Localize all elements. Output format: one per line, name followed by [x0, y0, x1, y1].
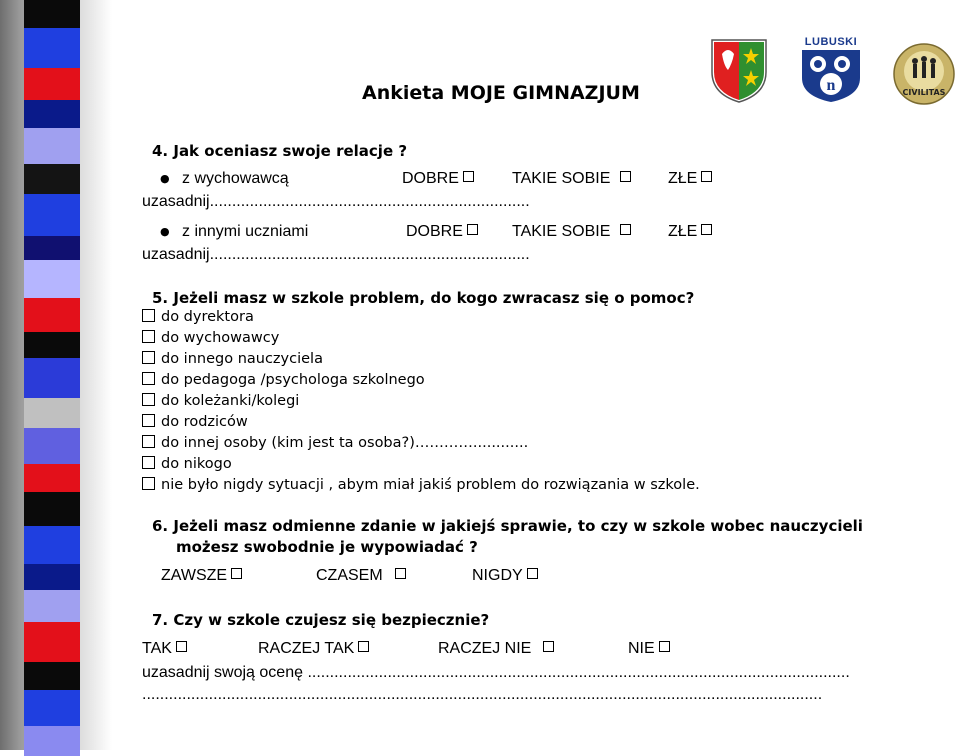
q5-option[interactable] — [142, 309, 254, 325]
band-stripe — [24, 28, 80, 68]
band-stripe — [24, 492, 80, 526]
band-stripe — [24, 622, 80, 662]
q4-row2-label: z innymi uczniami — [182, 223, 309, 240]
option-label: ZŁE — [668, 223, 698, 240]
option-label: do dyrektora — [161, 309, 254, 325]
q7-heading: 7. Czy w szkole czujesz się bezpiecznie? — [152, 611, 490, 629]
band-stripe — [24, 398, 80, 428]
q7-option-raczej-tak[interactable] — [258, 640, 369, 658]
checkbox[interactable] — [142, 372, 155, 385]
bullet-icon: ● — [160, 225, 170, 238]
checkbox[interactable] — [527, 568, 538, 579]
checkbox[interactable] — [620, 171, 631, 182]
q6-heading-line1: 6. Jeżeli masz odmienne zdanie w jakiejś sprawie, to czy w szkole wobec nauczycieli — [152, 517, 863, 535]
svg-text:n: n — [826, 77, 836, 94]
bullet-icon: ● — [160, 172, 170, 185]
checkbox[interactable] — [142, 393, 155, 406]
checkbox[interactable] — [176, 641, 187, 652]
band-stripe — [24, 298, 80, 332]
q5-option[interactable] — [142, 477, 700, 493]
option-label: RACZEJ NIE — [438, 640, 532, 657]
lubuski-odn-logo — [800, 36, 862, 104]
band-stripe — [24, 464, 80, 492]
band-stripe — [24, 332, 80, 358]
option-label: nie było nigdy sytuacji , abym miał jakiś problem do rozwiązania w szkole. — [161, 477, 700, 493]
q4-row1-option-zle[interactable] — [668, 170, 712, 188]
checkbox[interactable] — [543, 641, 554, 652]
checkbox[interactable] — [142, 351, 155, 364]
option-label: do nikogo — [161, 456, 232, 472]
option-label: TAKIE SOBIE — [512, 223, 611, 240]
q5-option[interactable] — [142, 372, 425, 388]
checkbox[interactable] — [463, 171, 474, 182]
checkbox[interactable] — [701, 224, 712, 235]
checkbox[interactable] — [142, 435, 155, 448]
band-stripe — [24, 428, 80, 464]
q4-row1-option-dobre[interactable] — [402, 170, 474, 188]
q4-row2-justify: uzasadnij........................................................................ — [142, 246, 530, 263]
option-label: ZŁE — [668, 170, 698, 187]
q4-row1-label: z wychowawcą — [182, 170, 289, 187]
q6-option-czasem[interactable] — [316, 567, 406, 585]
q4-row2-option-zle[interactable] — [668, 223, 712, 241]
band-stripe — [24, 564, 80, 590]
page-title: Ankieta MOJE GIMNAZJUM — [362, 82, 640, 104]
band-stripe — [24, 236, 80, 260]
checkbox[interactable] — [358, 641, 369, 652]
q7-option-raczej-nie[interactable] — [438, 640, 554, 658]
band-stripe — [24, 260, 80, 298]
checkbox[interactable] — [142, 414, 155, 427]
checkbox[interactable] — [231, 568, 242, 579]
q5-option[interactable] — [142, 435, 528, 451]
q7-justify-line2: ......................................................................................................................................................... — [142, 686, 823, 703]
q5-heading: 5. Jeżeli masz w szkole problem, do kogo zwracasz się o pomoc? — [152, 289, 695, 307]
option-label: DOBRE — [402, 170, 459, 187]
q5-option[interactable] — [142, 393, 299, 409]
option-label: do rodziców — [161, 414, 248, 430]
q5-option[interactable] — [142, 456, 232, 472]
option-label: do innej osoby (kim jest ta osoba?)…………............ — [161, 435, 529, 451]
checkbox[interactable] — [142, 309, 155, 322]
band-stripe — [24, 100, 80, 128]
option-label: TAKIE SOBIE — [512, 170, 611, 187]
coat-of-arms-logo — [708, 36, 770, 104]
q6-option-zawsze[interactable] — [161, 567, 242, 585]
lubuski-text: LUBUSKI — [804, 36, 858, 48]
option-label: NIGDY — [472, 567, 523, 584]
decorative-side-band — [0, 0, 112, 750]
band-stripe — [24, 590, 80, 622]
q5-option[interactable] — [142, 414, 248, 430]
q7-justify-line1: uzasadnij swoją ocenę .......................................................................................................................... — [142, 664, 850, 681]
option-label: do koleżanki/kolegi — [161, 393, 300, 409]
option-label: NIE — [628, 640, 655, 657]
band-stripe — [24, 726, 80, 756]
q6-heading-line2: możesz swobodnie je wypowiadać ? — [176, 538, 478, 556]
q4-row2-option-dobre[interactable] — [406, 223, 478, 241]
civilitas-logo — [893, 43, 955, 105]
q6-option-nigdy[interactable] — [472, 567, 538, 585]
q4-row2-option-takie-sobie[interactable] — [512, 223, 631, 241]
q4-row1-option-takie-sobie[interactable] — [512, 170, 631, 188]
q7-option-nie[interactable] — [628, 640, 670, 658]
civilitas-text: CIVILITAS — [902, 88, 946, 97]
odn-shield-icon — [800, 48, 862, 104]
option-label: ZAWSZE — [161, 567, 228, 584]
checkbox[interactable] — [142, 477, 155, 490]
band-stripe — [24, 0, 80, 28]
band-stripe — [24, 690, 80, 726]
option-label: do innego nauczyciela — [161, 351, 323, 367]
checkbox[interactable] — [395, 568, 406, 579]
q4-heading: 4. Jak oceniasz swoje relacje ? — [152, 142, 408, 160]
band-stripe — [24, 358, 80, 398]
option-label: CZASEM — [316, 567, 383, 584]
option-label: do wychowawcy — [161, 330, 280, 346]
q5-option[interactable] — [142, 351, 323, 367]
band-stripe — [24, 526, 80, 564]
band-stripe — [24, 164, 80, 194]
option-label: TAK — [142, 640, 172, 657]
band-stripe — [24, 128, 80, 164]
q7-option-tak[interactable] — [142, 640, 187, 658]
checkbox[interactable] — [659, 641, 670, 652]
checkbox[interactable] — [142, 456, 155, 469]
band-stripe — [24, 662, 80, 690]
checkbox[interactable] — [701, 171, 712, 182]
option-label: DOBRE — [406, 223, 463, 240]
q4-row1-justify: uzasadnij........................................................................ — [142, 193, 530, 210]
band-stripe — [24, 68, 80, 100]
checkbox[interactable] — [142, 330, 155, 343]
band-stripe — [24, 194, 80, 236]
checkbox[interactable] — [467, 224, 478, 235]
q5-option[interactable] — [142, 330, 279, 346]
option-label: do pedagoga /psychologa szkolnego — [161, 372, 425, 388]
option-label: RACZEJ TAK — [258, 640, 355, 657]
checkbox[interactable] — [620, 224, 631, 235]
